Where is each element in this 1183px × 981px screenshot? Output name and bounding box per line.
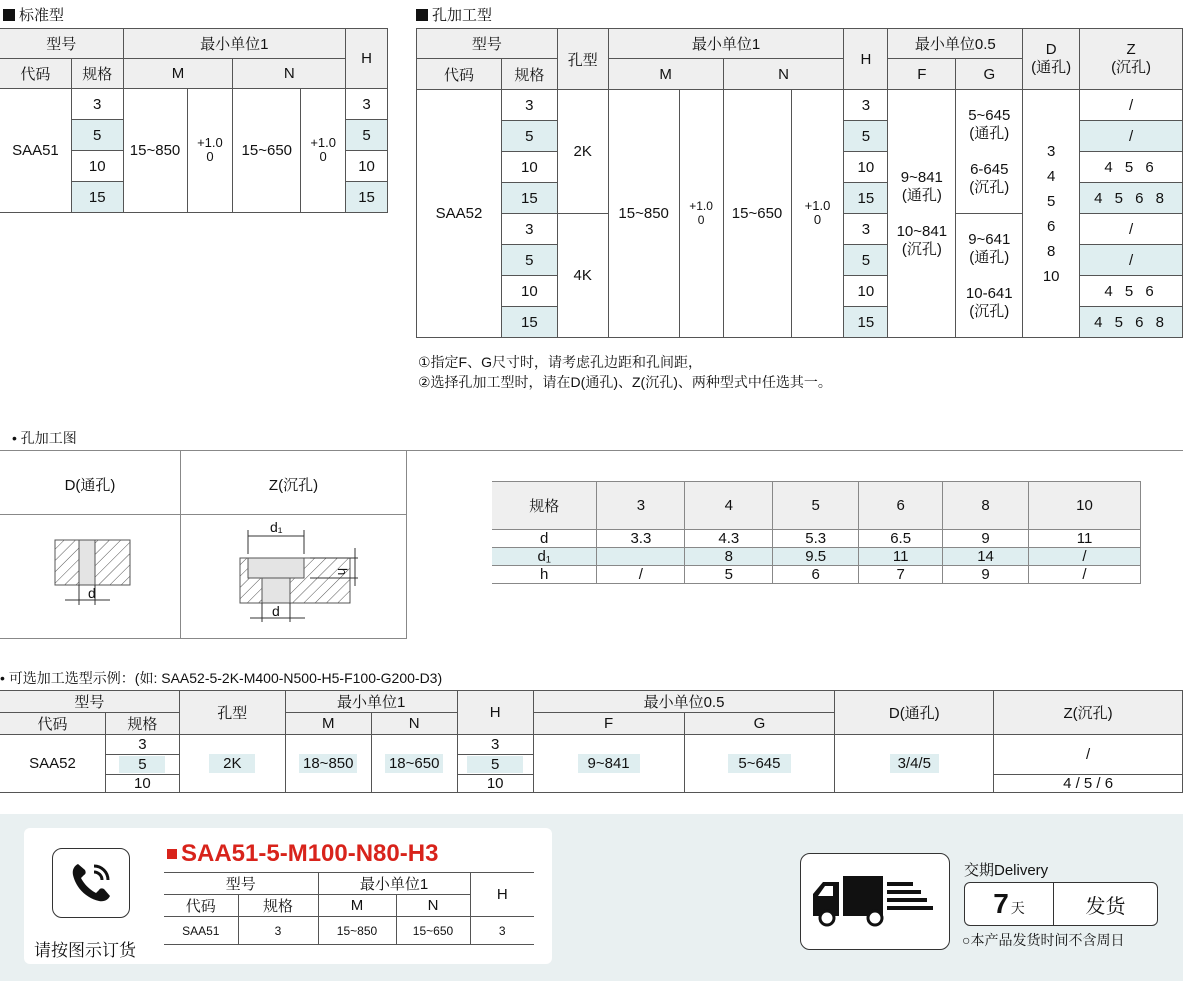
col-m: M	[318, 895, 396, 917]
col-min-unit05: 最小单位0.5	[888, 29, 1023, 59]
code-cell: SAA52	[417, 90, 502, 338]
dim-header: 3	[597, 482, 685, 530]
spec-cell: 10	[105, 775, 179, 793]
col-g: G	[956, 59, 1023, 90]
dim-cell: 9	[943, 566, 1029, 584]
standard-table	[0, 28, 388, 213]
spec-cell: 5	[501, 121, 557, 152]
z-cell: 4 5 6	[1080, 276, 1183, 307]
col-h: H	[346, 29, 388, 89]
col-m: M	[608, 59, 723, 90]
col-code: 代码	[0, 59, 71, 89]
red-square-icon	[167, 849, 177, 859]
m-tol-cell: +1.0 0	[187, 89, 233, 213]
dim-row-label: d	[492, 530, 597, 548]
dim-cell: 5	[685, 566, 773, 584]
col-spec: 规格	[238, 895, 318, 917]
col-n: N	[233, 59, 346, 89]
h-cell: 10	[844, 276, 888, 307]
d-cell: 3 4 5 6 8 10	[1023, 90, 1080, 338]
dim-cell: /	[1029, 566, 1141, 584]
h-cell: 5	[844, 245, 888, 276]
order-n: 15~650	[396, 917, 470, 945]
n-range-cell: 15~650	[723, 90, 791, 338]
notes	[418, 352, 832, 392]
z-cell: /	[994, 735, 1183, 775]
dim-cell: 8	[685, 548, 773, 566]
col-min-unit1: 最小单位1	[285, 691, 457, 713]
h-cell: 3	[844, 90, 888, 121]
col-f: F	[888, 59, 956, 90]
phone-icon	[52, 848, 130, 918]
n-tol-cell: +1.0 0	[301, 89, 346, 213]
spec-cell: 15	[501, 183, 557, 214]
col-spec: 规格	[71, 59, 123, 89]
dim-row-label: h	[492, 566, 597, 584]
order-label: 请按图示订货	[34, 941, 136, 960]
col-n: N	[723, 59, 844, 90]
hole-section-title: 孔加工型	[416, 4, 492, 25]
diagram-frame	[0, 450, 407, 639]
square-bullet-icon	[3, 9, 15, 21]
spec-cell: 10	[71, 151, 123, 182]
col-model: 型号	[164, 873, 318, 895]
col-min-unit1: 最小单位1	[608, 29, 844, 59]
dim-header: 6	[859, 482, 943, 530]
dim-cell: 7	[859, 566, 943, 584]
col-model: 型号	[417, 29, 558, 59]
spec-cell: 3	[71, 89, 123, 120]
col-model: 型号	[0, 691, 179, 713]
dim-cell: 3.3	[597, 530, 685, 548]
m-range-cell: 15~850	[123, 89, 187, 213]
svg-text:h: h	[335, 568, 350, 576]
n-range-cell: 15~650	[233, 89, 301, 213]
code-cell: SAA52	[0, 735, 105, 793]
h-cell: 15	[844, 307, 888, 338]
spec-cell: 5	[501, 245, 557, 276]
code-cell: SAA51	[0, 89, 71, 213]
col-min-unit: 最小单位1	[123, 29, 346, 59]
hole-table	[416, 28, 1183, 338]
h-cell: 15	[346, 182, 388, 213]
example-table	[0, 690, 1183, 793]
delivery-box	[964, 882, 1158, 926]
z-cell: 4 5 6 8	[1080, 183, 1183, 214]
dim-header: 8	[943, 482, 1029, 530]
col-z: Z (沉孔)	[1080, 29, 1183, 90]
dim-cell: 6	[773, 566, 859, 584]
col-code: 代码	[164, 895, 238, 917]
through-hole-drawing-icon	[40, 530, 140, 610]
n-tol-cell: +1.0 0	[791, 90, 844, 338]
col-spec: 规格	[501, 59, 557, 90]
dim-row-label: d₁	[492, 548, 597, 566]
col-n: N	[371, 713, 457, 735]
hole-type-cell: 2K	[179, 735, 285, 793]
spec-cell: 3	[501, 90, 557, 121]
col-spec: 规格	[105, 713, 179, 735]
spec-cell: 15	[71, 182, 123, 213]
spec-cell: 10	[501, 152, 557, 183]
dimension-table	[492, 481, 1141, 584]
delivery-truck-icon	[809, 872, 941, 932]
m-range-cell: 15~850	[608, 90, 679, 338]
dim-header: 5	[773, 482, 859, 530]
col-m: M	[285, 713, 371, 735]
col-f: F	[533, 713, 684, 735]
h-cell: 15	[844, 183, 888, 214]
h-cell: 5	[346, 120, 388, 151]
spec-cell: 15	[501, 307, 557, 338]
m-cell: 18~850	[285, 735, 371, 793]
col-h: H	[457, 691, 533, 735]
delivery-note: ○本产品发货时间不含周日	[962, 932, 1125, 948]
spec-cell: 5	[71, 120, 123, 151]
h-cell: 3	[457, 735, 533, 755]
svg-text:d₁: d₁	[270, 519, 283, 535]
col-hole-type: 孔型	[557, 29, 608, 90]
dim-header: 10	[1029, 482, 1141, 530]
truck-card	[800, 853, 950, 950]
dim-header: 规格	[492, 482, 597, 530]
dim-cell: 9	[943, 530, 1029, 548]
col-hole-type: 孔型	[179, 691, 285, 735]
note-line: ①指定F、G尺寸时，请考虑孔边距和孔间距，	[418, 354, 702, 370]
col-min-unit05: 最小单位0.5	[533, 691, 835, 713]
example-title: • 可选加工选型示例：(如: SAA52-5-2K-M400-N500-H5-F100-G200-D3)	[0, 670, 443, 686]
col-d: D (通孔)	[1023, 29, 1080, 90]
d-through-label: D(通孔)	[64, 477, 116, 494]
dim-cell	[597, 548, 685, 566]
dim-cell: 11	[859, 548, 943, 566]
spec-cell: 10	[501, 276, 557, 307]
z-cell: 4 5 6	[1080, 152, 1183, 183]
hole-type-cell: 2K	[557, 90, 608, 214]
col-z: Z(沉孔)	[994, 691, 1183, 735]
order-table	[164, 872, 534, 945]
svg-text:d: d	[88, 585, 96, 601]
delivery-ship: 发货	[1085, 895, 1126, 918]
m-tol-cell: +1.0 0	[679, 90, 723, 338]
z-counterbore-label: Z(沉孔)	[268, 477, 319, 494]
dim-cell: 14	[943, 548, 1029, 566]
col-code: 代码	[417, 59, 502, 90]
g-cell-top: 5~645 (通孔) 6-645 (沉孔)	[956, 90, 1023, 214]
h-cell: 3	[346, 89, 388, 120]
col-g: G	[684, 713, 835, 735]
dim-cell: /	[597, 566, 685, 584]
spec-cell: 3	[501, 214, 557, 245]
note-line: ②选择孔加工型时，请在D(通孔)、Z(沉孔)、两种型式中任选其一。	[418, 374, 832, 390]
col-n: N	[396, 895, 470, 917]
square-bullet-icon	[416, 9, 428, 21]
diagram-title: • 孔加工图	[12, 430, 77, 446]
col-min-unit: 最小单位1	[318, 873, 470, 895]
delivery-label: 交期Delivery	[964, 862, 1049, 879]
g-cell: 5~645	[684, 735, 835, 793]
z-cell: 4 5 6 8	[1080, 307, 1183, 338]
spec-cell: 5	[105, 755, 179, 775]
h-cell: 5	[844, 121, 888, 152]
dim-cell: 11	[1029, 530, 1141, 548]
z-cell: 4 / 5 / 6	[994, 775, 1183, 793]
dim-header: 4	[685, 482, 773, 530]
dim-cell: 9.5	[773, 548, 859, 566]
order-code: SAA51	[164, 917, 238, 945]
spec-cell: 3	[105, 735, 179, 755]
h-cell: 10	[457, 775, 533, 793]
h-cell: 10	[346, 151, 388, 182]
z-cell: /	[1080, 214, 1183, 245]
d-cell: 3/4/5	[835, 735, 994, 793]
z-cell: /	[1080, 245, 1183, 276]
dim-cell: 4.3	[685, 530, 773, 548]
h-cell: 3	[844, 214, 888, 245]
counterbore-drawing-icon	[230, 518, 370, 626]
order-m: 15~850	[318, 917, 396, 945]
col-m: M	[123, 59, 233, 89]
order-card	[24, 828, 552, 964]
order-spec: 3	[238, 917, 318, 945]
order-footer	[0, 814, 1183, 981]
g-cell-bottom: 9~641 (通孔) 10-641 (沉孔)	[956, 214, 1023, 338]
col-model: 型号	[0, 29, 123, 59]
part-number: SAA51-5-M100-N80-H3	[167, 840, 438, 868]
standard-section-title: 标准型	[3, 4, 64, 25]
f-cell: 9~841 (通孔) 10~841 (沉孔)	[888, 90, 956, 338]
n-cell: 18~650	[371, 735, 457, 793]
z-cell: /	[1080, 121, 1183, 152]
col-d: D(通孔)	[835, 691, 994, 735]
h-cell: 5	[457, 755, 533, 775]
z-cell: /	[1080, 90, 1183, 121]
dim-cell: /	[1029, 548, 1141, 566]
col-code: 代码	[0, 713, 105, 735]
dim-cell: 5.3	[773, 530, 859, 548]
dim-cell: 6.5	[859, 530, 943, 548]
svg-text:d: d	[272, 603, 280, 619]
delivery-days: 7 天	[965, 883, 1054, 925]
f-cell: 9~841	[533, 735, 684, 793]
col-h: H	[470, 873, 534, 917]
hole-type-cell: 4K	[557, 214, 608, 338]
col-h: H	[844, 29, 888, 90]
h-cell: 10	[844, 152, 888, 183]
order-h: 3	[470, 917, 534, 945]
